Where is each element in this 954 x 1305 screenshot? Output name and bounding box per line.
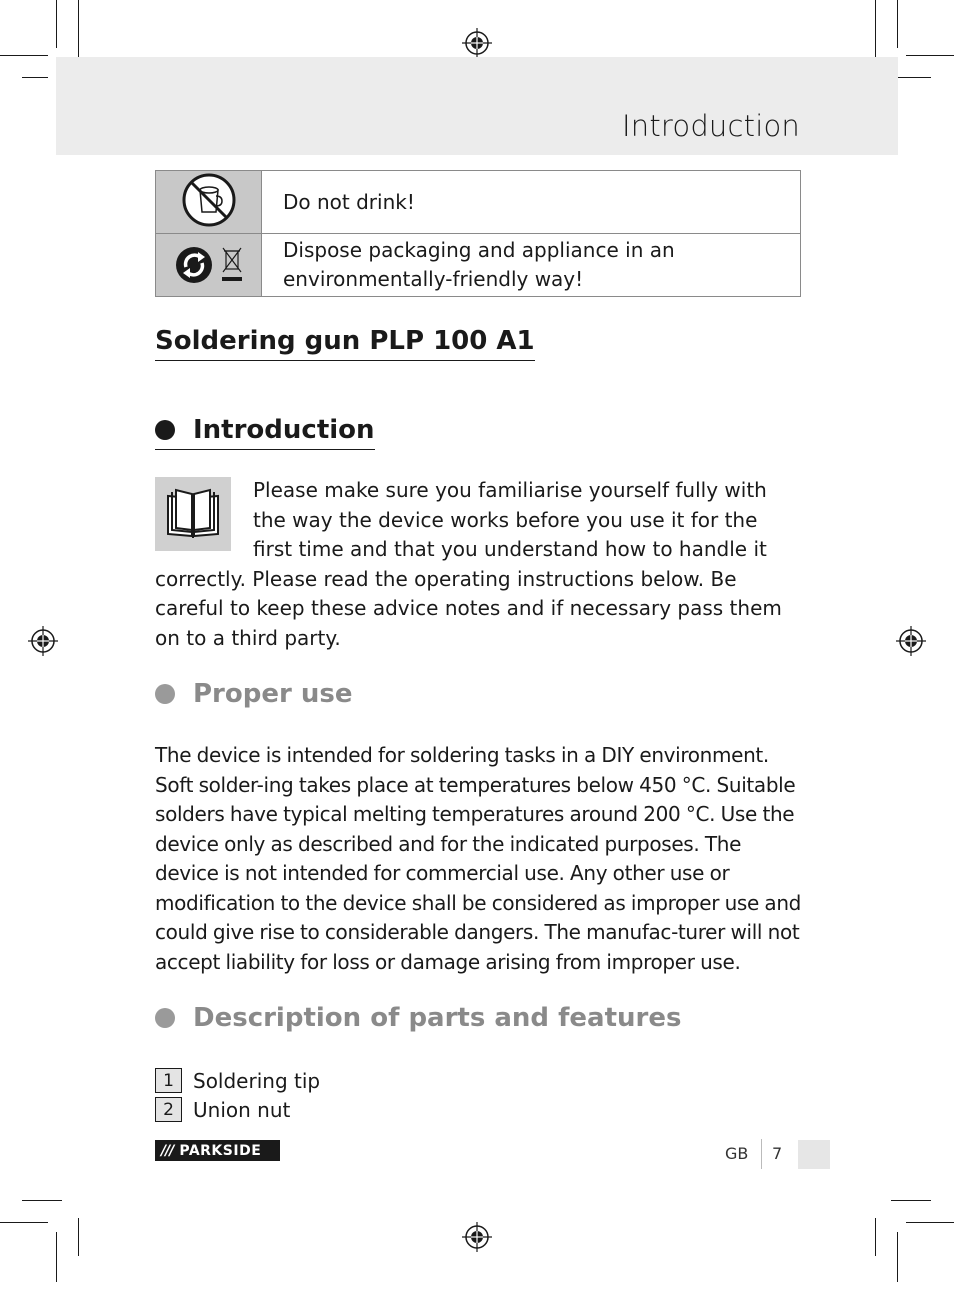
crop-mark	[22, 77, 48, 78]
symbols-table	[155, 170, 801, 297]
symbol-description: Do not drink!	[262, 171, 801, 234]
part-number-badge: 2	[155, 1097, 182, 1122]
bullet-icon	[155, 684, 175, 704]
footer-language: GB	[725, 1144, 749, 1163]
footer-divider	[761, 1139, 762, 1169]
registration-mark-icon	[896, 626, 926, 656]
section-heading-proper-use	[155, 678, 352, 710]
crop-mark	[897, 1232, 898, 1282]
introduction-paragraph	[155, 476, 795, 653]
crop-mark	[22, 1200, 62, 1201]
crop-mark	[875, 0, 876, 62]
icon-cell	[156, 234, 262, 297]
registration-mark-icon	[28, 626, 58, 656]
section-heading-parts	[155, 1002, 681, 1034]
icon-cell	[156, 171, 262, 234]
section-heading-text: Description of parts and features	[193, 1003, 682, 1033]
crop-mark	[56, 1232, 57, 1282]
logo-slashes: ///	[161, 1142, 174, 1159]
crop-mark	[906, 55, 954, 56]
heading-underline	[155, 414, 375, 450]
bullet-icon	[155, 420, 175, 440]
crop-mark	[891, 1200, 931, 1201]
crop-mark	[897, 0, 898, 48]
crop-mark	[0, 1222, 48, 1223]
page-number: 7	[772, 1144, 783, 1163]
registration-mark-icon	[462, 1222, 492, 1252]
crop-mark	[0, 55, 48, 56]
parts-list	[155, 1066, 320, 1124]
table-row	[156, 171, 801, 234]
crop-mark	[78, 0, 79, 62]
part-number-badge: 1	[155, 1068, 182, 1093]
section-heading-text: Proper use	[193, 679, 353, 709]
table-row	[156, 234, 801, 297]
brand-name: PARKSIDE	[179, 1142, 262, 1159]
page-header-title: Introduction	[621, 109, 800, 143]
registration-mark-icon	[462, 28, 492, 58]
introduction-text: Please make sure you familiarise yourself fully with the way the device works before you use it for the first time and that you understand how to handle it correctly. Please read the operating instructions below. Be careful to keep these advice notes and if necessary pass them on to a third party.	[155, 478, 782, 650]
section-heading-text: Introduction	[193, 415, 375, 445]
crop-mark	[78, 1218, 79, 1256]
section-heading-introduction	[155, 414, 375, 450]
proper-use-paragraph: The device is intended for soldering tasks in a DIY environment. Soft solder-ing takes place at temperatures below 450 °C. Suitable solders have typical melting temperatures around 200 °C. Use the device only as described and for the indicated purposes. The device is not intended for commercial use. Any other use or modification to the device shall be considered as improper use and could give rise to considerable dangers. The manufac-turer will not accept liability for loss or damage arising from improper use.	[155, 743, 802, 974]
crop-mark	[875, 1218, 876, 1256]
crop-mark	[906, 1222, 954, 1223]
list-item	[155, 1095, 320, 1124]
document-title: Soldering gun PLP 100 A1	[155, 325, 535, 361]
crossed-bin-icon	[220, 245, 244, 285]
symbol-description: Dispose packaging and appliance in an environmentally-friendly way!	[262, 234, 801, 297]
page-tab-marker	[798, 1140, 830, 1169]
brand-logo	[155, 1140, 280, 1161]
bullet-icon	[155, 1008, 175, 1028]
part-label: Soldering tip	[193, 1068, 321, 1093]
do-not-drink-icon	[181, 172, 237, 228]
list-item	[155, 1066, 320, 1095]
crop-mark	[56, 0, 57, 48]
read-manual-book-icon	[155, 477, 231, 551]
part-label: Union nut	[193, 1097, 291, 1122]
recycling-arrows-icon	[174, 245, 214, 285]
